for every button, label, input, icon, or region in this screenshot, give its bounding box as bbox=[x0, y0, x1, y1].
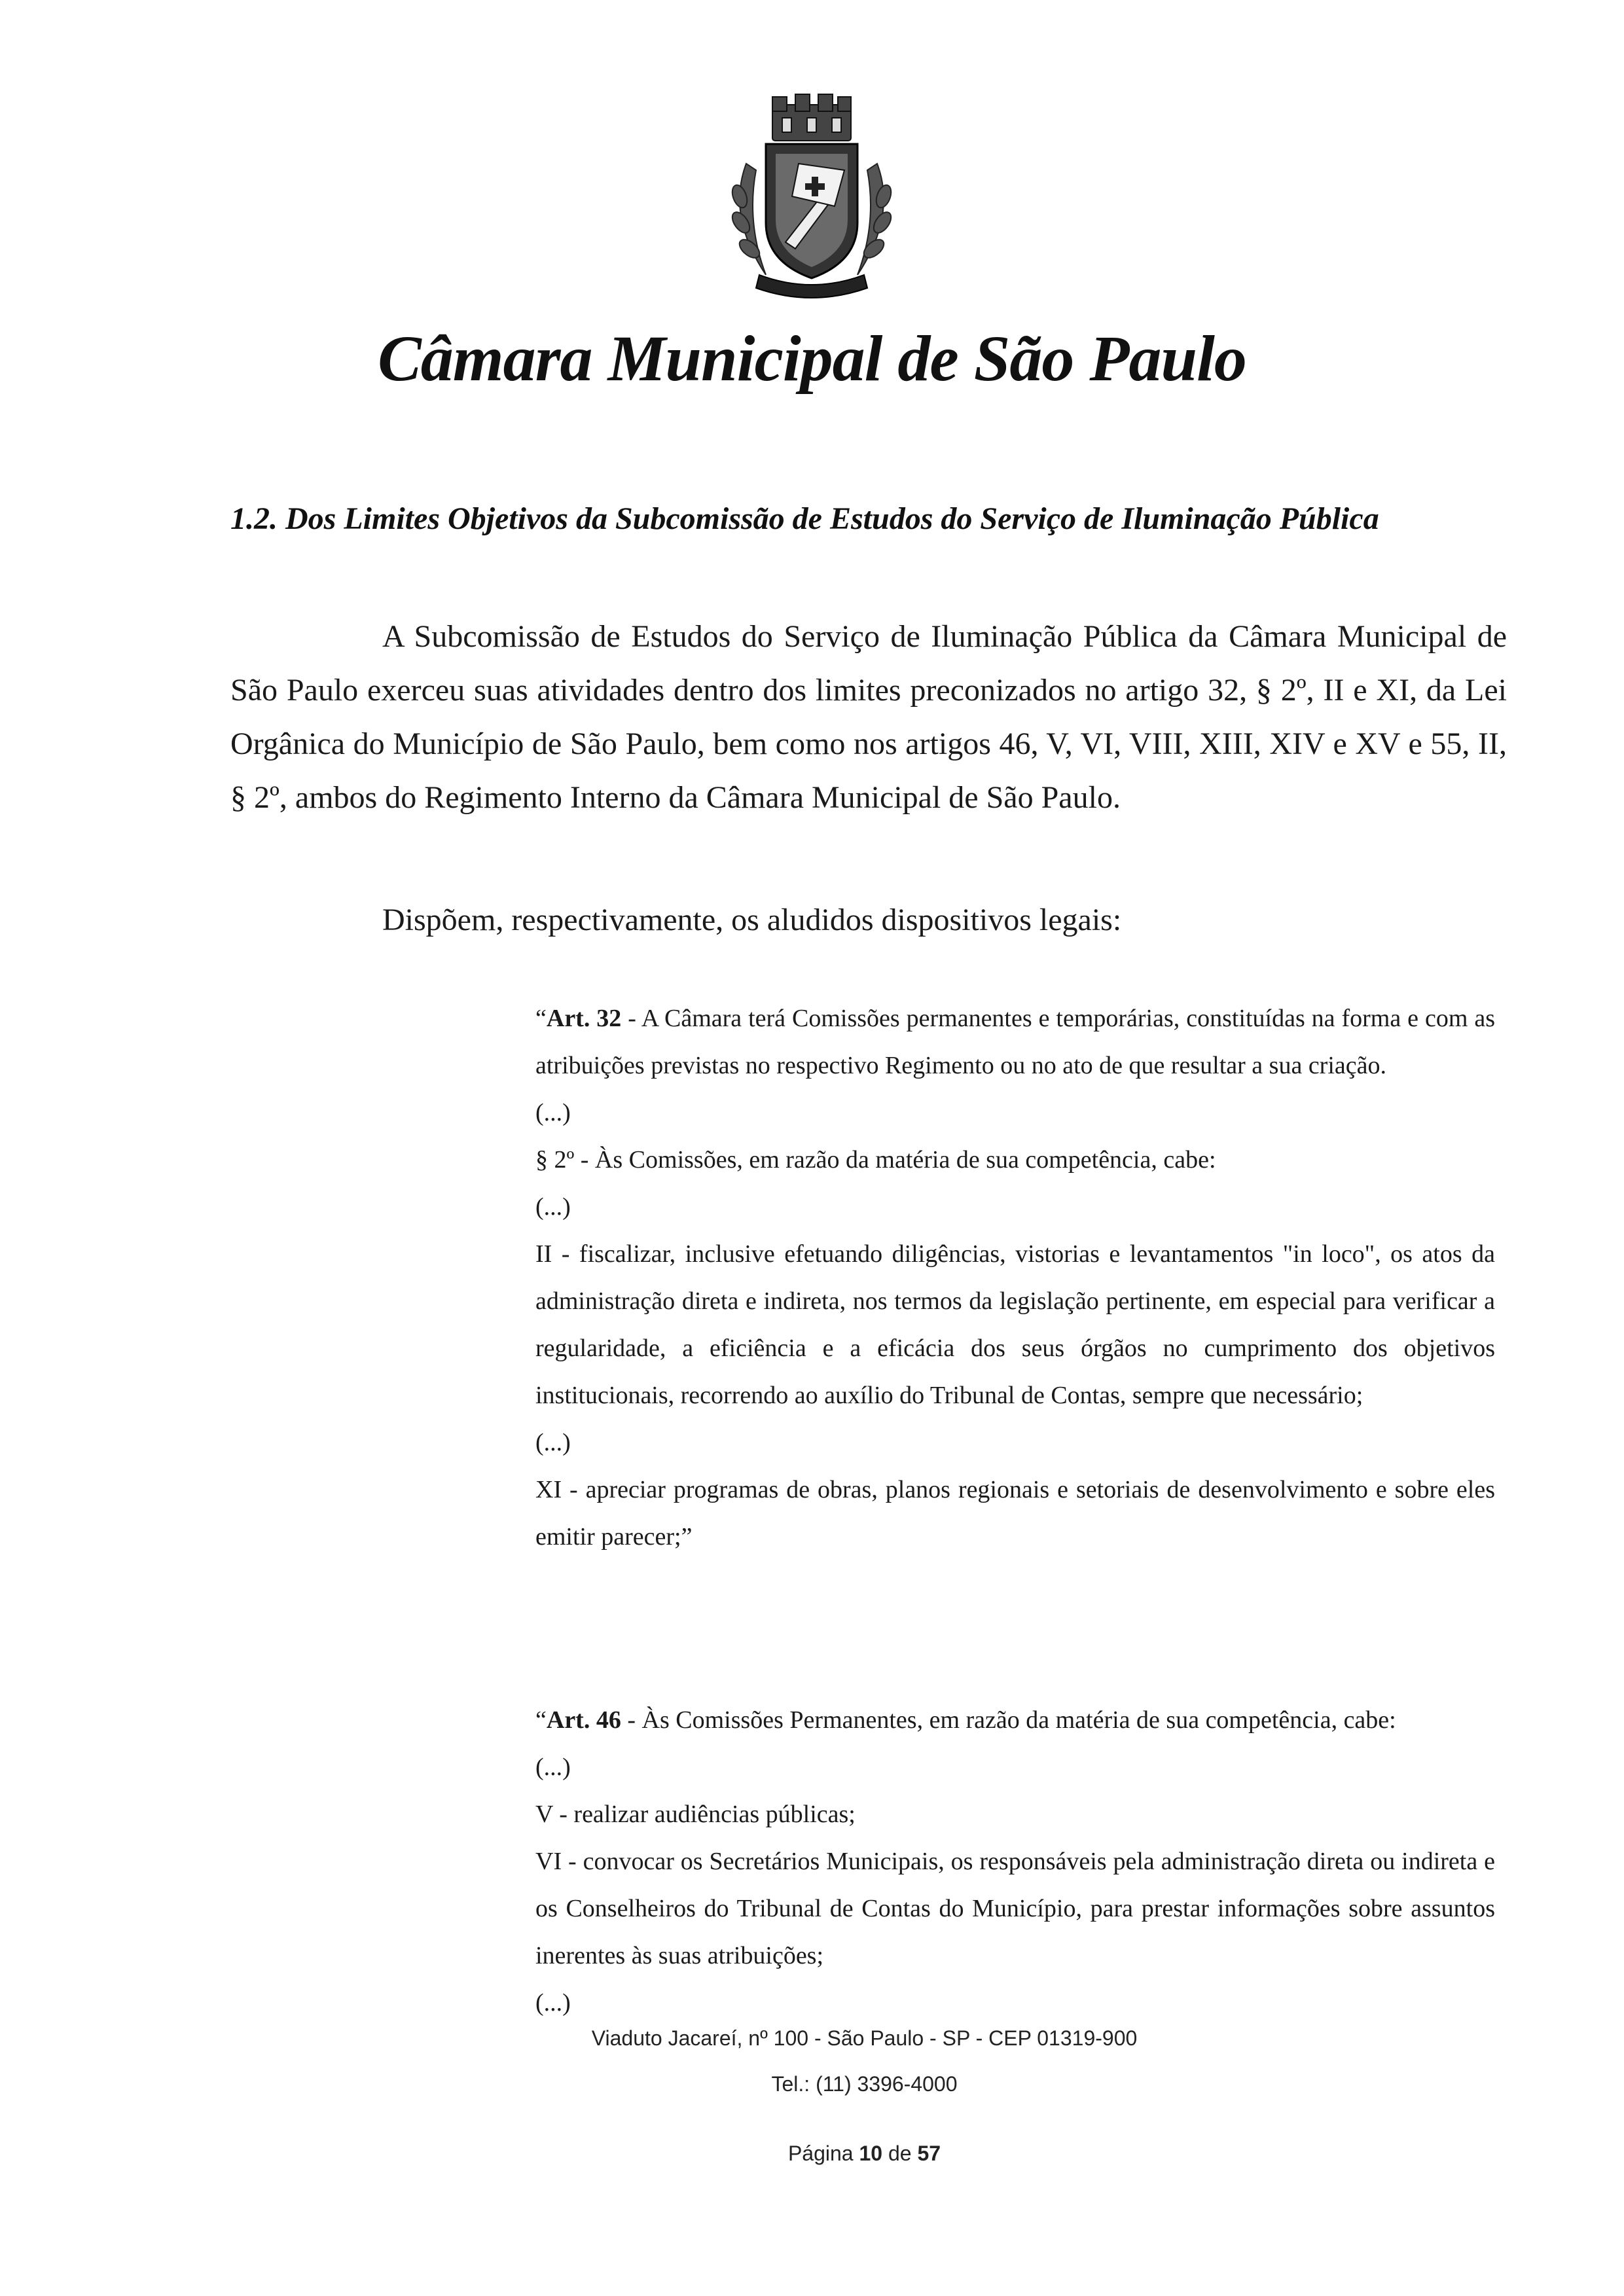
open-quote-mark: “ bbox=[535, 1706, 547, 1734]
footer-address: Viaduto Jacareí, nº 100 - São Paulo - SP - CEP 01319-900 bbox=[591, 2026, 1138, 2050]
legal-quote-art46 bbox=[535, 1696, 1495, 2026]
ellipsis: (...) bbox=[535, 1099, 571, 1126]
art32-caput bbox=[535, 995, 1495, 1089]
section-heading: 1.2. Dos Limites Objetivos da Subcomissão de Estudos do Serviço de Iluminação Pública bbox=[230, 501, 1379, 536]
art32-text: - A Câmara terá Comissões permanentes e temporárias, constituídas na forma e com as atribuições previstas no respectivo Regimento ou no ato de que resultar a sua criação. bbox=[535, 1005, 1495, 1079]
art32-label: Art. 32 bbox=[546, 1005, 622, 1032]
art46-caput bbox=[535, 1696, 1495, 1744]
page-header-title: Câmara Municipal de São Paulo bbox=[378, 322, 1246, 395]
page-current: 10 bbox=[859, 2142, 883, 2165]
legal-quote-art32 bbox=[535, 995, 1495, 1560]
coat-of-arms-icon bbox=[720, 92, 903, 301]
intro-line: Dispõem, respectivamente, os aludidos dispositivos legais: bbox=[382, 903, 1122, 937]
page-total: 57 bbox=[917, 2142, 941, 2165]
art46-item-v: V - realizar audiências públicas; bbox=[535, 1801, 856, 1828]
art32-item-xi: XI - apreciar programas de obras, planos regionais e setoriais de desenvolvimento e sobre eles emitir parecer;” bbox=[535, 1476, 1495, 1551]
art32-item-ii: II - fiscalizar, inclusive efetuando diligências, vistorias e levantamentos "in loco", os atos da administração direta e indireta, nos termos da legislação pertinente, em especial para verificar a regularidade, a eficiência e a eficácia dos seus órgãos no cumprimento dos objetivos institucionais, recorrendo ao auxílio do Tribunal de Contas, sempre que necessário; bbox=[535, 1240, 1495, 1409]
body-paragraph: A Subcomissão de Estudos do Serviço de Iluminação Pública da Câmara Municipal de São Paulo exerceu suas atividades dentro dos limites preconizados no artigo 32, § 2º, II e XI, da Lei Orgânica do Município de São Paulo, bem como nos artigos 46, V, VI, VIII, XIII, XIV e XV e 55, II, § 2º, ambos do Regimento Interno da Câmara Municipal de São Paulo. bbox=[230, 619, 1507, 815]
footer-phone: Tel.: (11) 3396-4000 bbox=[771, 2072, 958, 2096]
ellipsis: (...) bbox=[535, 1193, 571, 1221]
page-number bbox=[52, 2142, 1624, 2166]
art46-text: - Às Comissões Permanentes, em razão da matéria de sua competência, cabe: bbox=[621, 1706, 1396, 1734]
ellipsis: (...) bbox=[535, 1429, 571, 1456]
art46-item-vi: VI - convocar os Secretários Municipais, os responsáveis pela administração direta ou indireta e os Conselheiros do Tribunal de Contas do Município, para prestar informações sobre assuntos inerentes às suas atribuições; bbox=[535, 1848, 1495, 1969]
ellipsis: (...) bbox=[535, 1753, 571, 1781]
open-quote-mark: “ bbox=[535, 1005, 547, 1032]
art32-paragraph-2: § 2º - Às Comissões, em razão da matéria de sua competência, cabe: bbox=[535, 1146, 1216, 1174]
art46-label: Art. 46 bbox=[546, 1706, 621, 1734]
page-mid: de bbox=[882, 2142, 918, 2165]
page-prefix: Página bbox=[787, 2142, 859, 2165]
ellipsis: (...) bbox=[535, 1989, 571, 2017]
